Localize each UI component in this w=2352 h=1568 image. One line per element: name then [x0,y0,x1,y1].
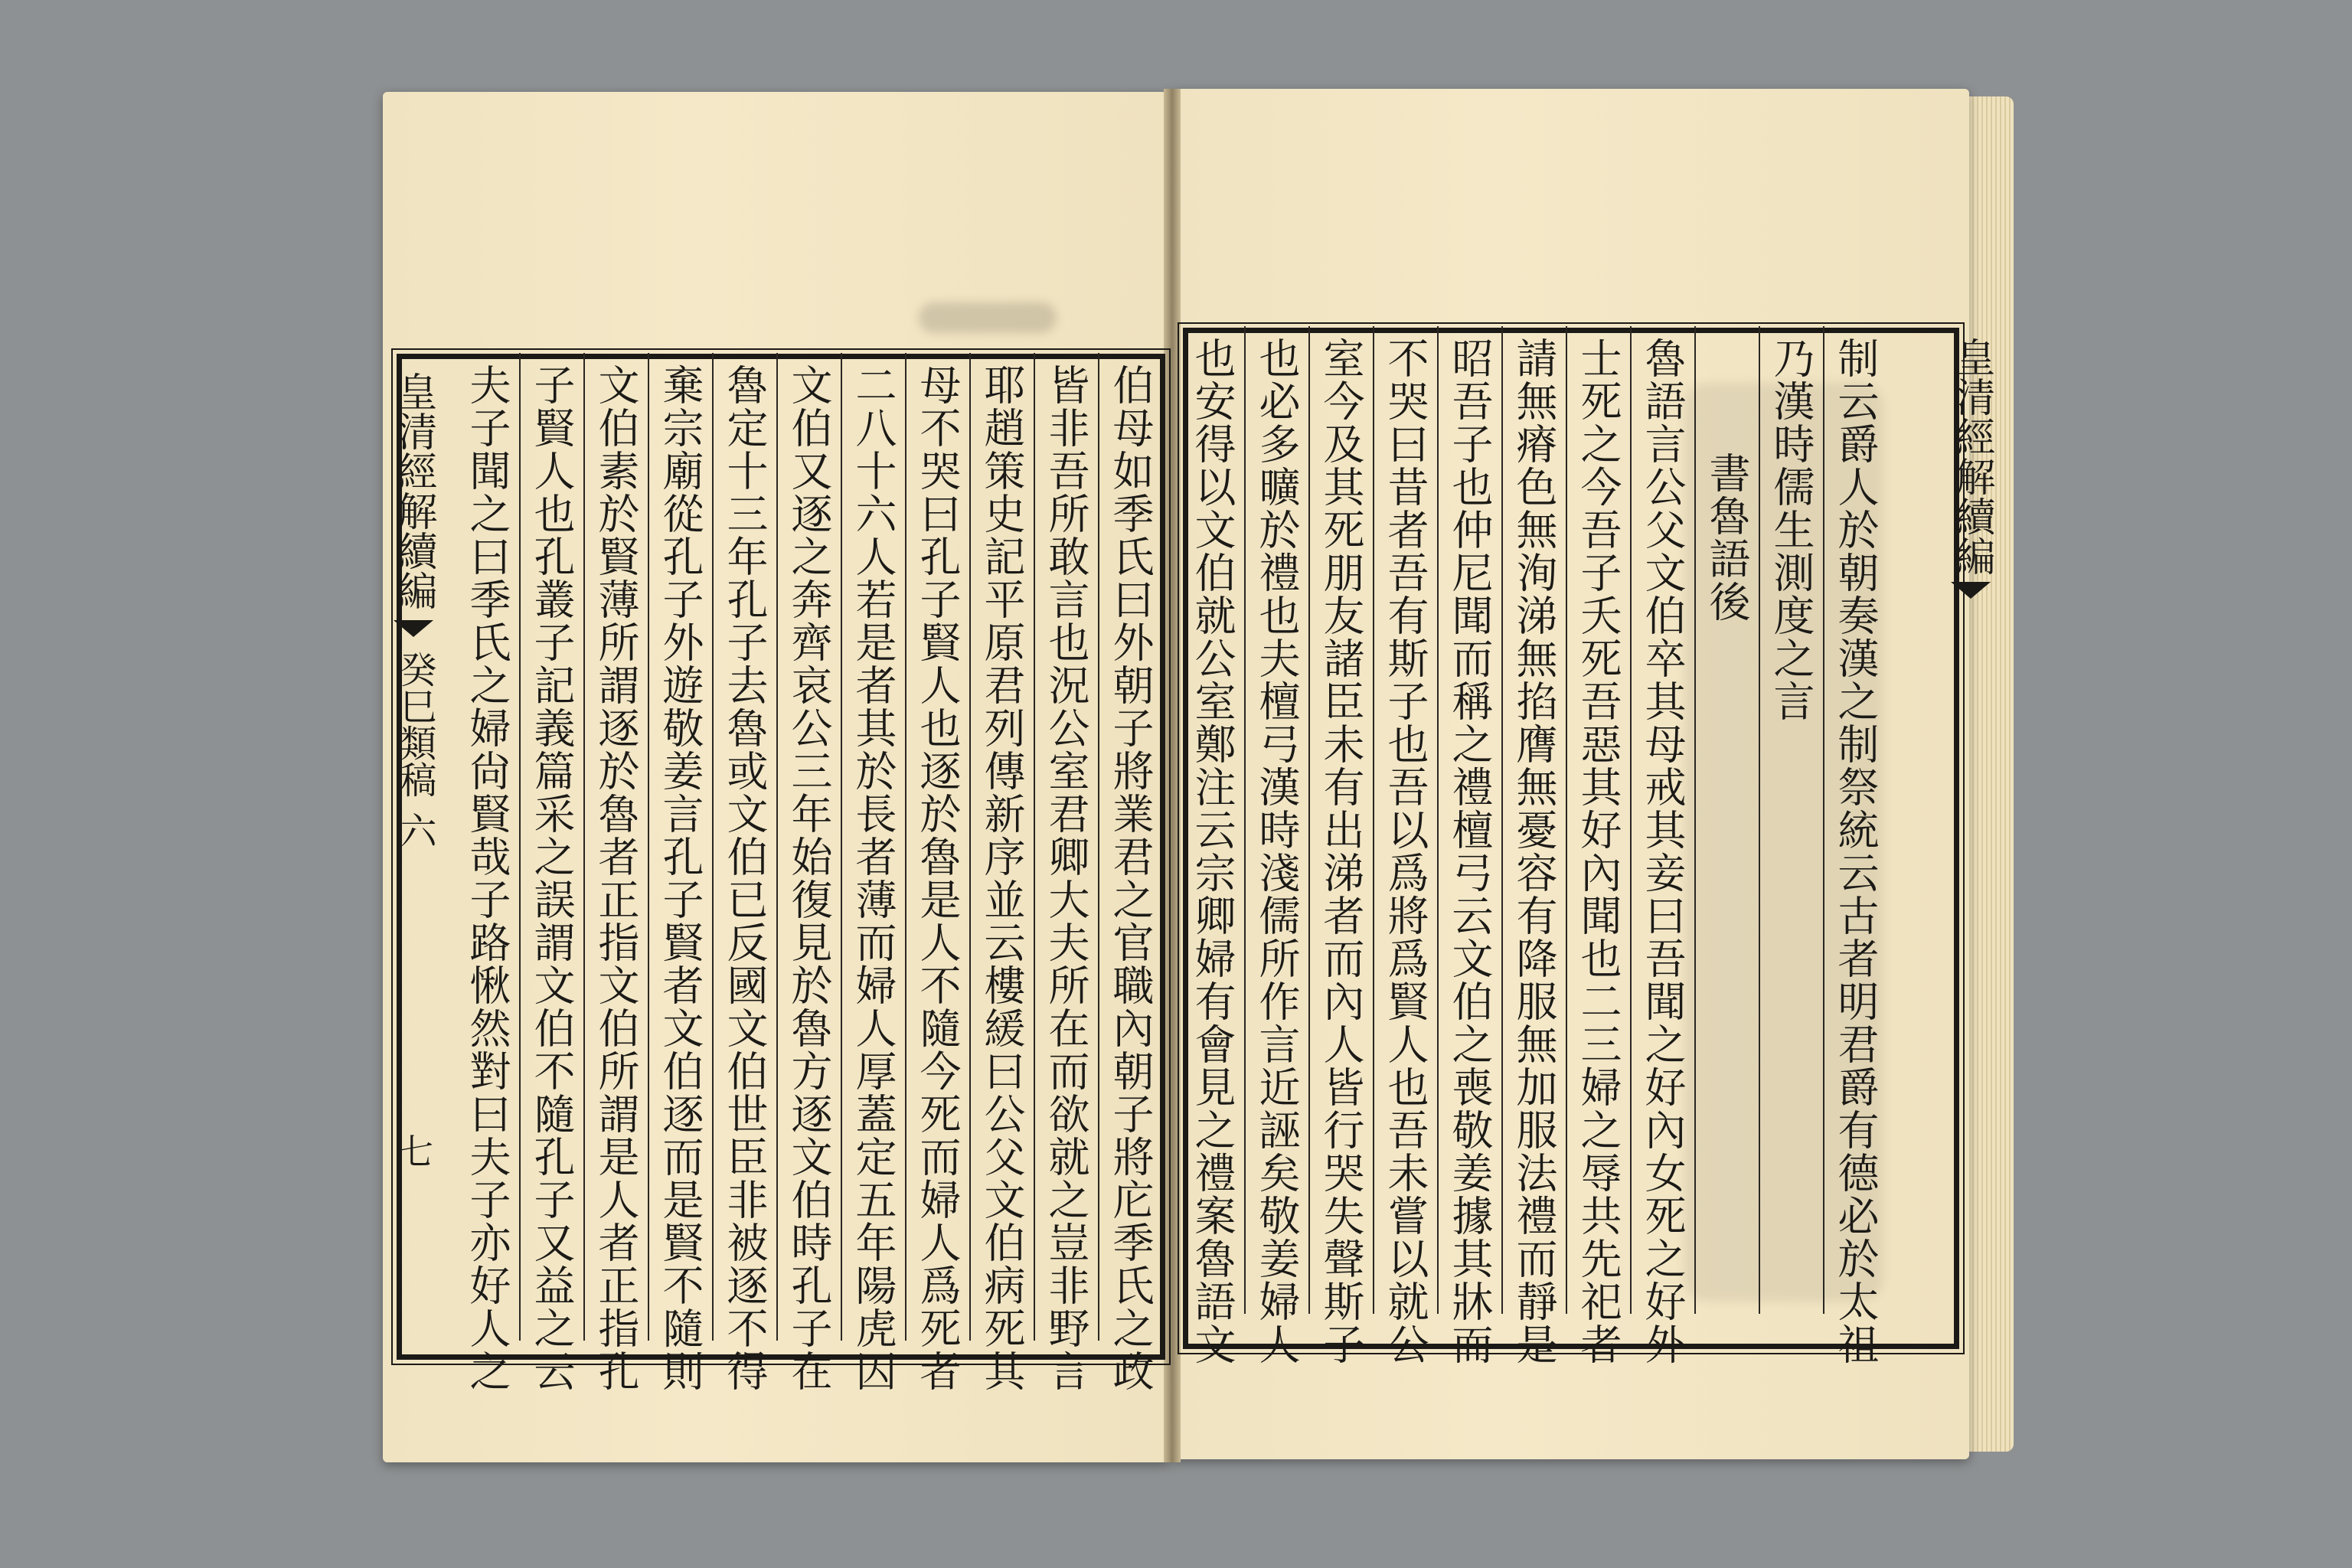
left-column-rule [519,353,521,1341]
right-column-11: 也安得以文伯就公室鄭注云宗卿婦有會見之禮案魯語文 [1188,337,1236,1366]
fish-tail-marker-right [1951,582,1991,599]
left-volume-number: 六 [394,812,436,848]
right-column-2: 乃漢時儒生測度之言 [1767,337,1815,723]
right-running-title: 皇清經解續編 [1949,337,1994,576]
right-column-rule [1823,326,1824,1314]
right-column-7: 昭吾子也仲尼聞而稱之禮檀弓云文伯之喪敬姜據其牀而 [1446,337,1494,1366]
left-column-rule [712,353,714,1341]
left-column-rule [1098,353,1099,1341]
left-column-4: 母不哭曰孔子賢人也逐於魯是人不隨今死而婦人爲死者 [913,364,962,1393]
right-column-rule [1244,326,1246,1314]
right-column-8: 不哭曰昔者吾有斯子也吾以爲將爲賢人也吾未嘗以就公 [1381,337,1429,1366]
left-column-rule [648,353,649,1341]
left-column-2: 皆非吾所敢言也況公室君卿大夫所在而欲就之豈非野言 [1042,364,1090,1393]
right-column-5: 士死之今吾子夭死吾惡其好內聞也二三婦之辱共先祀者 [1574,337,1622,1366]
left-column-10: 子賢人也孔叢子記義篇采之誤謂文伯不隨孔子又益之云 [528,364,576,1393]
left-column-rule [841,353,842,1341]
book-gutter [1164,89,1181,1462]
right-column-9: 室今及其死朋友諸臣未有出涕者而內人皆行哭失聲斯子 [1317,337,1365,1366]
left-column-1: 伯母如季氏曰外朝子將業君之官職內朝子將庀季氏之政 [1106,364,1155,1393]
right-column-rule [1501,326,1503,1314]
right-column-1: 制云爵人於朝奏漢之制祭統云古者明君爵有德必於太祖 [1831,337,1880,1366]
left-column-5: 二八十六人若是者其於長者薄而婦人厚蓋定五年陽虎囚 [849,364,897,1393]
right-column-10: 也必多曠於禮也夫檀弓漢時淺儒所作言近誣矣敬姜婦人 [1253,337,1301,1366]
left-column-rule [905,353,906,1341]
right-column-rule [1694,326,1696,1314]
fish-tail-marker [394,620,433,637]
left-column-rule [969,353,971,1341]
left-column-rule [583,353,585,1341]
right-column-4: 魯語言公父文伯卒其母戒其妾曰吾聞之好內女死之好外 [1638,337,1687,1366]
right-column-rule [1759,326,1760,1314]
left-section-title: 癸巳類稿 [394,651,436,798]
left-column-9: 文伯素於賢薄所謂逐於魯者正指文伯所謂是人者正指孔 [592,364,640,1393]
left-column-rule [776,353,778,1341]
left-column-8: 棄宗廟從孔子外遊敬姜言孔子賢者文伯逐而是賢不隨則 [656,364,704,1393]
right-column-rule [1437,326,1439,1314]
left-column-7: 魯定十三年孔子去魯或文伯已反國文伯世臣非被逐不得 [720,364,769,1393]
left-running-title: 皇清經解續編 [390,371,436,610]
right-column-rule [1566,326,1567,1314]
right-column-3: 書魯語後 [1703,452,1751,623]
left-column-3: 耶趙策史記平原君列傳新序並云樓緩曰公父文伯病死其 [978,364,1026,1393]
left-column-6: 文伯又逐之奔齊哀公三年始復見於魯方逐文伯時孔子在 [785,364,833,1393]
left-column-11: 夫子聞之曰季氏之婦尙賢哉子路愀然對曰夫子亦好人之 [463,364,511,1393]
right-column-6: 請無瘠色無洵涕無掐膺無憂容有降服無加服法禮而靜是 [1510,337,1558,1366]
right-column-rule [1630,326,1632,1314]
right-column-rule [1308,326,1310,1314]
right-column-rule [1373,326,1374,1314]
left-column-rule [1034,353,1035,1341]
left-folio-number: 七 [393,1133,434,1168]
ink-bleed-mark [919,302,1057,333]
